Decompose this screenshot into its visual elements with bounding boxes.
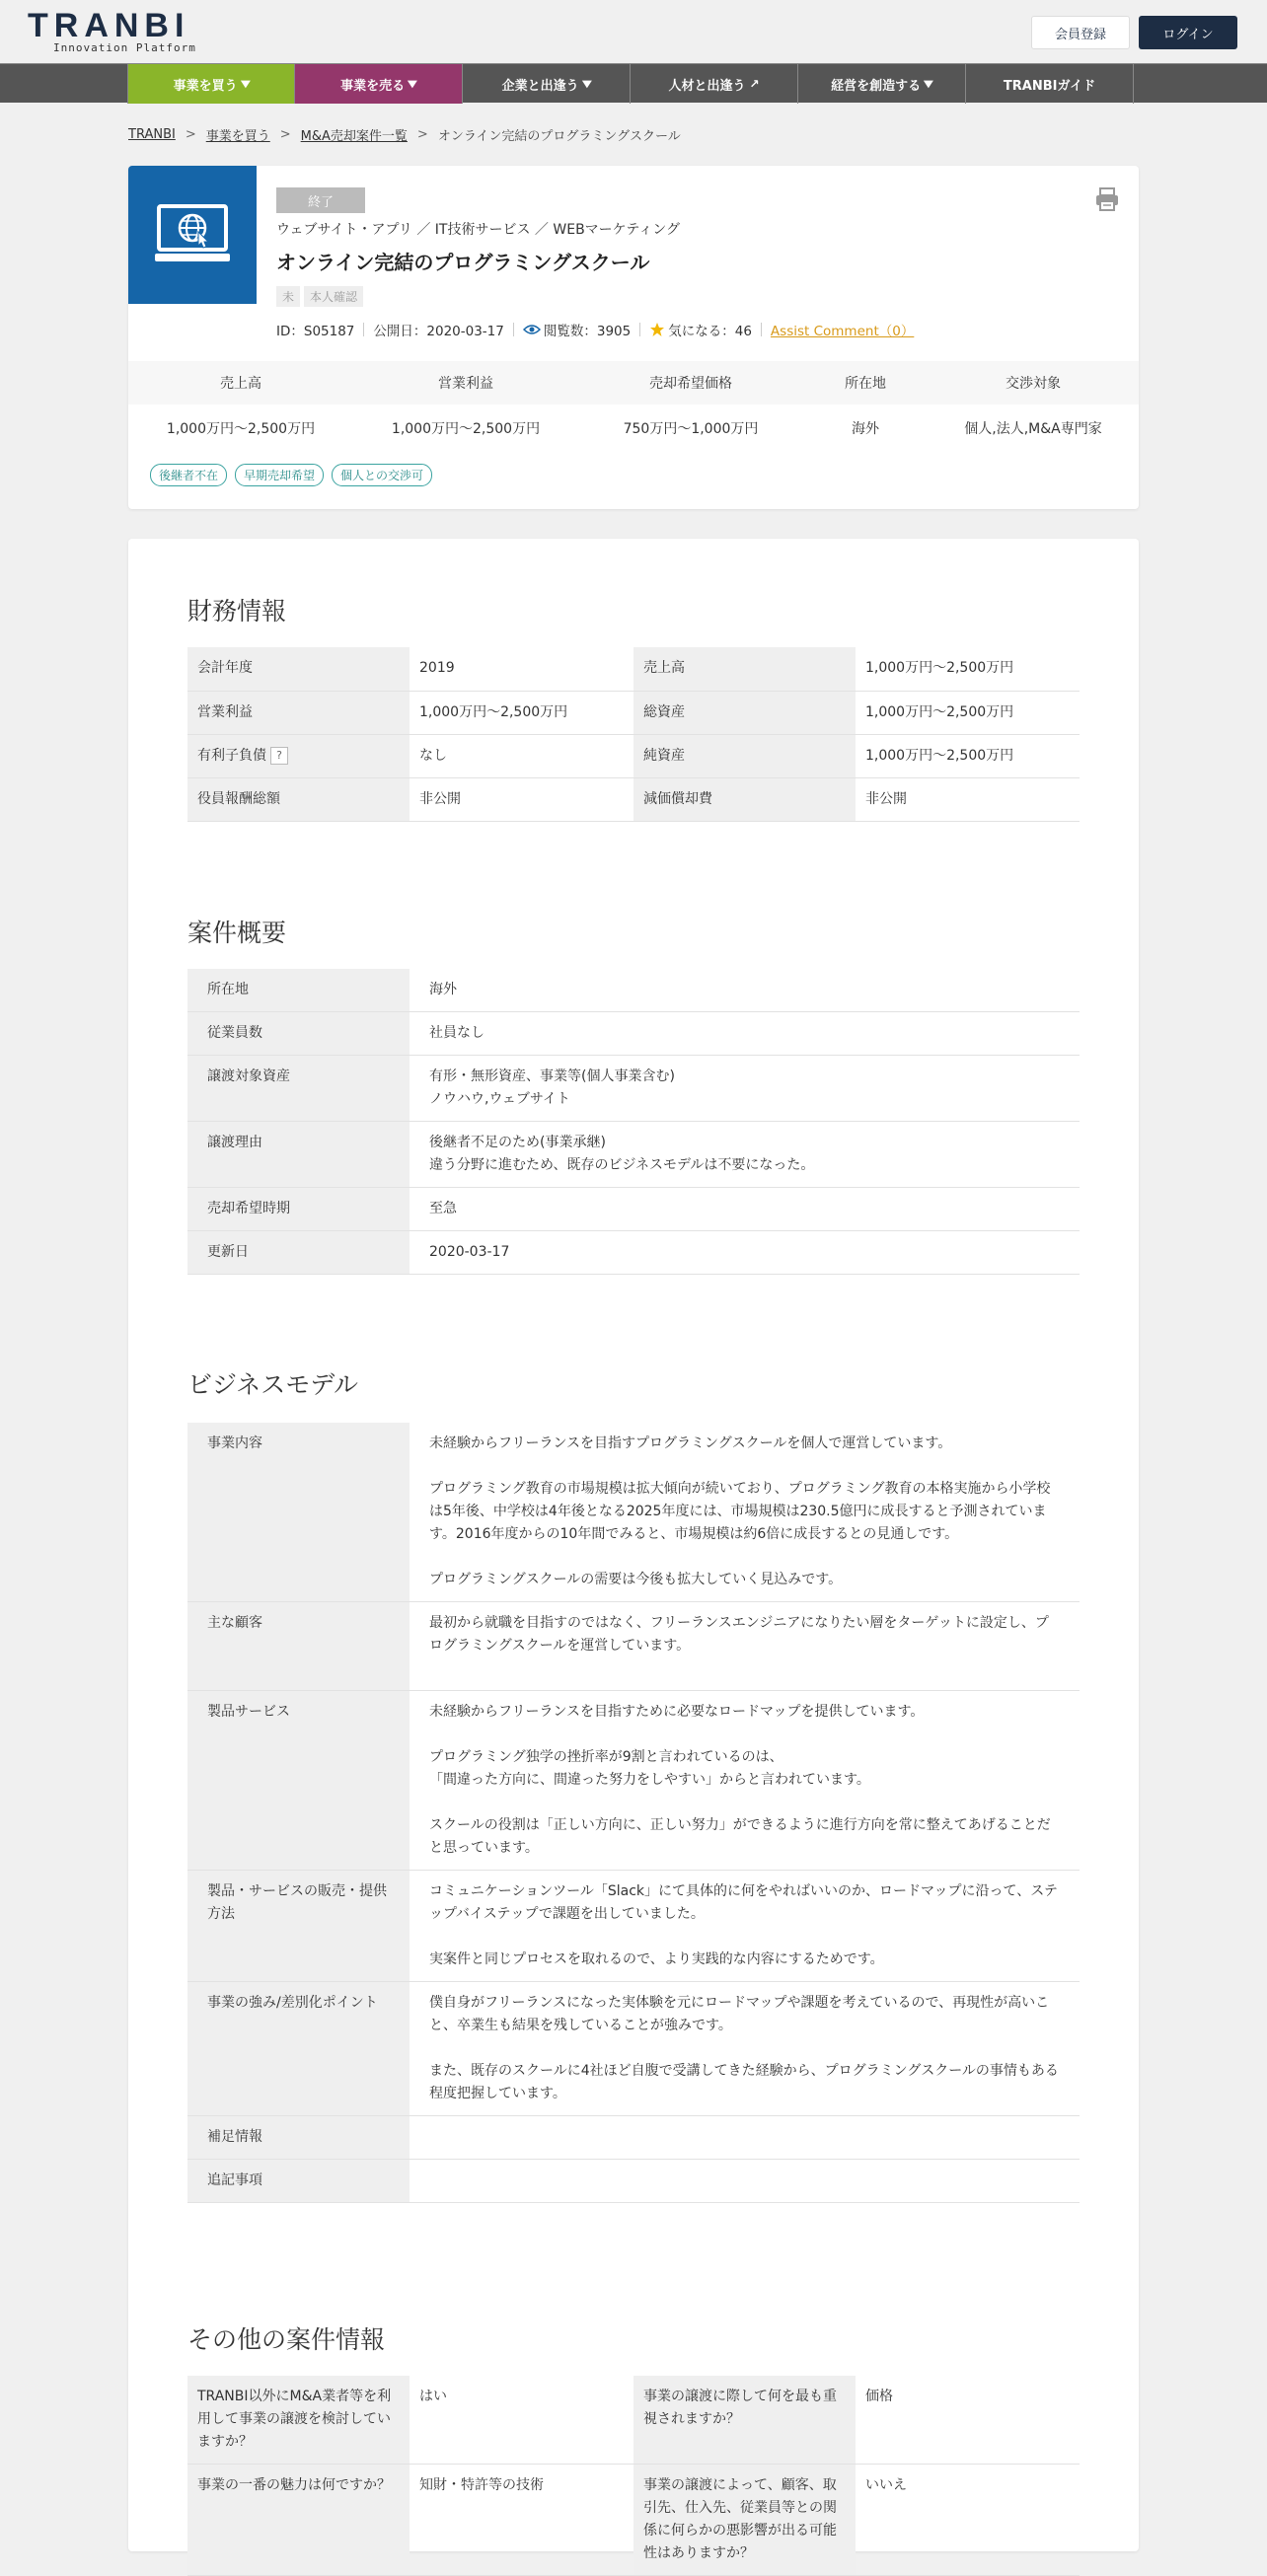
row-label: 譲渡理由 <box>187 1122 410 1188</box>
stats-value: 750万円〜1,000万円 <box>623 421 759 437</box>
published-date: 公開日：2020-03-17 <box>373 324 504 339</box>
value-line: 有形・無形資産、事業等(個人事業含む) <box>429 1068 675 1084</box>
paragraph: プログラミング独学の挫折率が9割と言われているのは、 「間違った方向に、間違った努力をしやすい」からと言われています。 <box>429 1749 870 1788</box>
value-line: 至急 <box>429 1201 457 1216</box>
section-title-other: その他の案件情報 <box>187 2325 386 2354</box>
breadcrumb-current: オンライン完結のプログラミングスクール <box>437 128 681 144</box>
help-icon[interactable]: ? <box>270 747 288 765</box>
stats-header: 交渉対象 <box>1006 376 1061 392</box>
cell-text: 総資産 <box>643 703 685 720</box>
logo-text: TRANBI <box>28 7 190 44</box>
row-value <box>410 1691 1080 1871</box>
row-label <box>187 691 410 734</box>
answer-value: いいえ <box>856 2465 1080 2576</box>
row-value <box>410 969 1080 1012</box>
chevron-down-icon: ▼ <box>581 78 592 90</box>
cell-text: 1,000万円〜2,500万円 <box>865 660 1014 677</box>
table-row <box>187 1231 1080 1275</box>
listing-category: ウェブサイト・アプリ ／ IT技術サービス ／ WEBマーケティング <box>276 222 680 238</box>
paragraph: 未経験からフリーランスを目指すプログラミングスクールを個人で運営しています。 <box>429 1435 952 1451</box>
favorite-count: 気になる：46 <box>668 324 752 339</box>
row-label: 製品・サービスの販売・提供方法 <box>187 1871 410 1982</box>
nav-label: 経営を創造する <box>831 78 922 94</box>
table-row <box>187 1982 1080 2116</box>
section-title-overview: 案件概要 <box>187 919 287 947</box>
stats-value: 1,000万円〜2,500万円 <box>391 421 541 437</box>
row-value <box>410 1423 1080 1602</box>
row-value <box>410 1122 1080 1188</box>
table-row <box>187 969 1080 1012</box>
meta-divider <box>639 323 640 336</box>
nav-meet-companies[interactable] <box>463 64 631 104</box>
cell-text: 1,000万円〜2,500万円 <box>419 703 568 720</box>
nav-label: TRANBIガイド <box>1003 78 1096 94</box>
tag-badge[interactable]: 後継者不在 <box>150 464 227 486</box>
row-value <box>856 691 1080 734</box>
listing-title: オンライン完結のプログラミングスクール <box>276 251 650 274</box>
print-icon[interactable] <box>1093 185 1121 213</box>
breadcrumb-separator: > <box>279 126 291 142</box>
table-row <box>187 2160 1080 2203</box>
row-label: 事業の強み/差別化ポイント <box>187 1982 410 2116</box>
table-row <box>187 1122 1080 1188</box>
cell-text: 非公開 <box>419 790 461 807</box>
view-count: 閲覧数：3905 <box>543 324 632 339</box>
row-label: 補足情報 <box>187 2116 410 2160</box>
cell-text: 会計年度 <box>197 660 253 677</box>
row-label: 主な顧客 <box>187 1602 410 1691</box>
logo-subtitle: Innovation Platform <box>53 41 196 54</box>
eye-icon <box>523 324 541 335</box>
row-label: 更新日 <box>187 1231 410 1275</box>
row-value <box>410 647 634 691</box>
row-value <box>856 647 1080 691</box>
stats-header: 営業利益 <box>438 376 493 392</box>
nav-buy-business[interactable] <box>127 64 295 104</box>
row-label <box>634 777 856 821</box>
chevron-down-icon: ▼ <box>408 78 418 90</box>
paragraph: 僕自身がフリーランスになった実体験を元にロードマップや課題を考えているので、再現性が高いこと、卒業生も結果を残していることが強みです。 <box>429 1995 1050 2033</box>
row-label: 事業内容 <box>187 1423 410 1602</box>
meta-divider <box>363 323 364 336</box>
paragraph: プログラミング教育の市場規模は拡大傾向が続いており、プログラミング教育の本格実施から小学校は5年後、中学校は4年後となる2025年度には、市場規模は230.5億円に成長すると予測されています。2016年度からの10年間でみると、市場規模は約6倍に成長するとの見通しです。 <box>429 1481 1051 1542</box>
site-header <box>0 0 1267 63</box>
paragraph: また、既存のスクールに4社ほど自腹で受講してきた経験から、プログラミングスクールの事情もある程度把握しています。 <box>429 2063 1059 2101</box>
row-value <box>856 734 1080 777</box>
listing-id: ID：S05187 <box>276 324 355 339</box>
row-value <box>410 734 634 777</box>
verify-mark: 未 <box>276 286 300 307</box>
row-value <box>410 1188 1080 1231</box>
listing-summary-card <box>128 166 1139 509</box>
verify-label: 本人確認 <box>304 286 363 307</box>
row-label: 従業員数 <box>187 1012 410 1056</box>
table-row <box>187 1188 1080 1231</box>
breadcrumb-link-list[interactable]: M&A売却案件一覧 <box>300 128 408 144</box>
nav-tranbi-guide[interactable] <box>966 64 1134 104</box>
row-label: 譲渡対象資産 <box>187 1056 410 1122</box>
cell-text: 役員報酬総額 <box>197 790 280 807</box>
question-label: TRANBI以外にM&A業者等を利用して事業の譲渡を検討していますか？ <box>187 2376 410 2465</box>
question-label: 事業の譲渡によって、顧客、取引先、仕入先、従業員等との関係に何らかの悪影響が出る可能性はありますか？ <box>634 2465 856 2576</box>
nav-label: 事業を買う <box>173 78 238 94</box>
table-row <box>187 647 1080 691</box>
paragraph: 実案件と同じプロセスを取れるので、より実践的な内容にするためです。 <box>429 1951 884 1967</box>
stats-header: 所在地 <box>845 376 886 392</box>
stats-value: 個人,法人,M&A専門家 <box>964 421 1102 437</box>
star-icon[interactable] <box>649 322 665 337</box>
table-row <box>187 1056 1080 1122</box>
cell-text: 売上高 <box>643 660 685 677</box>
stats-value: 海外 <box>852 421 879 437</box>
breadcrumb <box>128 120 1267 148</box>
question-label: 事業の一番の魅力は何ですか？ <box>187 2465 410 2576</box>
row-value <box>410 1231 1080 1275</box>
finance-table <box>187 647 1080 822</box>
cell-text: 有利子負債 <box>197 747 266 764</box>
value-line: 社員なし <box>429 1025 484 1041</box>
row-value <box>410 2116 1080 2160</box>
paragraph: 最初から就職を目指すのではなく、フリーランスエンジニアになりたい層をターゲットに設定し、プログラミングスクールを運営しています。 <box>429 1615 1049 1654</box>
cell-text: 営業利益 <box>197 703 253 720</box>
section-title-finance: 財務情報 <box>187 597 287 626</box>
nav-sell-business[interactable] <box>295 64 463 104</box>
table-row <box>187 1012 1080 1056</box>
nav-create-management[interactable] <box>798 64 966 104</box>
row-value <box>410 1056 1080 1122</box>
cell-text: なし <box>419 747 447 764</box>
cell-text: 1,000万円〜2,500万円 <box>865 703 1014 720</box>
row-value <box>856 777 1080 821</box>
table-row <box>187 777 1080 821</box>
row-label <box>187 777 410 821</box>
question-label: 事業の譲渡に際して何を最も重視されますか？ <box>634 2376 856 2465</box>
breadcrumb-link-buy[interactable]: 事業を買う <box>205 128 270 144</box>
answer-value: 価格 <box>856 2376 1080 2465</box>
nav-label: 人材と出逢う <box>668 78 746 94</box>
stats-header: 売上高 <box>220 376 261 392</box>
table-row <box>187 734 1080 777</box>
row-label: 所在地 <box>187 969 410 1012</box>
table-row <box>187 2465 1080 2576</box>
stats-value-row <box>128 405 1139 452</box>
table-row <box>187 1423 1080 1602</box>
login-button[interactable]: ログイン <box>1139 16 1237 49</box>
row-value <box>410 691 634 734</box>
value-line: ノウハウ,ウェブサイト <box>429 1091 570 1107</box>
main-nav <box>0 63 1267 103</box>
meta-divider <box>513 323 514 336</box>
tranbi-logo[interactable] <box>28 8 196 54</box>
chevron-down-icon: ▼ <box>240 78 251 90</box>
meta-divider <box>761 323 762 336</box>
cell-text: 1,000万円〜2,500万円 <box>865 747 1014 764</box>
cell-text: 純資産 <box>643 747 685 764</box>
row-value <box>410 1602 1080 1691</box>
table-row <box>187 1691 1080 1871</box>
row-value <box>410 1012 1080 1056</box>
row-label <box>634 647 856 691</box>
listing-thumbnail <box>128 166 257 304</box>
status-badge: 終了 <box>276 187 365 213</box>
stats-value: 1,000万円〜2,500万円 <box>166 421 316 437</box>
table-row <box>187 691 1080 734</box>
verification-status <box>276 286 363 307</box>
row-label <box>187 647 410 691</box>
value-line: 海外 <box>429 982 457 997</box>
nav-label: 事業を売る <box>340 78 406 94</box>
table-row <box>187 1602 1080 1691</box>
value-line: 違う分野に進むため、既存のビジネスモデルは不要になった。 <box>429 1157 815 1173</box>
row-label <box>187 734 410 777</box>
row-value <box>410 1982 1080 2116</box>
listing-detail-card <box>128 539 1139 2561</box>
other-info-table <box>187 2376 1080 2576</box>
nav-label: 企業と出逢う <box>501 78 579 94</box>
row-label <box>634 734 856 777</box>
table-row <box>187 2116 1080 2160</box>
row-label <box>634 691 856 734</box>
cell-text: 2019 <box>419 660 455 677</box>
register-button[interactable]: 会員登録 <box>1031 16 1130 49</box>
paragraph: 未経験からフリーランスを目指すために必要なロードマップを提供しています。 <box>429 1704 925 1720</box>
breadcrumb-separator: > <box>416 126 428 142</box>
value-line: 後継者不足のため(事業承継) <box>429 1135 606 1150</box>
stats-header: 売却希望価格 <box>649 376 732 392</box>
stats-header-row <box>128 361 1139 405</box>
listing-meta <box>276 320 914 339</box>
row-value <box>410 1871 1080 1982</box>
answer-value: 知財・特許等の技術 <box>410 2465 634 2576</box>
paragraph: コミュニケーションツール「Slack」にて具体的に何をやればいいのか、ロードマップに沿って、ステップバイステップで課題を出していました。 <box>429 1883 1058 1922</box>
tag-badge[interactable]: 個人との交渉可 <box>332 464 432 486</box>
row-value <box>410 777 634 821</box>
listing-tags <box>150 464 432 486</box>
web-globe-monitor-icon <box>153 202 232 267</box>
external-link-icon: ↗ <box>749 77 760 91</box>
overview-table <box>187 969 1080 1275</box>
breadcrumb-separator: > <box>185 126 196 142</box>
business-table <box>187 1423 1080 2203</box>
paragraph: スクールの役割は「正しい方向に、正しい努力」ができるように進行方向を常に整えてあげることだと思っています。 <box>429 1817 1051 1856</box>
row-label: 売却希望時期 <box>187 1188 410 1231</box>
breadcrumb-link-home[interactable]: TRANBI <box>128 126 176 142</box>
paragraph: プログラミングスクールの需要は今後も拡大していく見込みです。 <box>429 1572 843 1587</box>
answer-value: はい <box>410 2376 634 2465</box>
cell-text: 非公開 <box>865 790 907 807</box>
tag-badge[interactable]: 早期売却希望 <box>235 464 324 486</box>
assist-comment-link[interactable]: Assist Comment（0） <box>770 324 915 339</box>
row-label: 追記事項 <box>187 2160 410 2203</box>
chevron-down-icon: ▼ <box>924 78 934 90</box>
nav-meet-talent[interactable] <box>631 64 798 104</box>
value-line: 2020-03-17 <box>429 1244 510 1260</box>
table-row <box>187 1871 1080 1982</box>
cell-text: 減価償却費 <box>643 790 712 807</box>
table-row <box>187 2376 1080 2465</box>
row-label: 製品サービス <box>187 1691 410 1871</box>
section-title-business: ビジネスモデル <box>187 1370 359 1399</box>
row-value <box>410 2160 1080 2203</box>
